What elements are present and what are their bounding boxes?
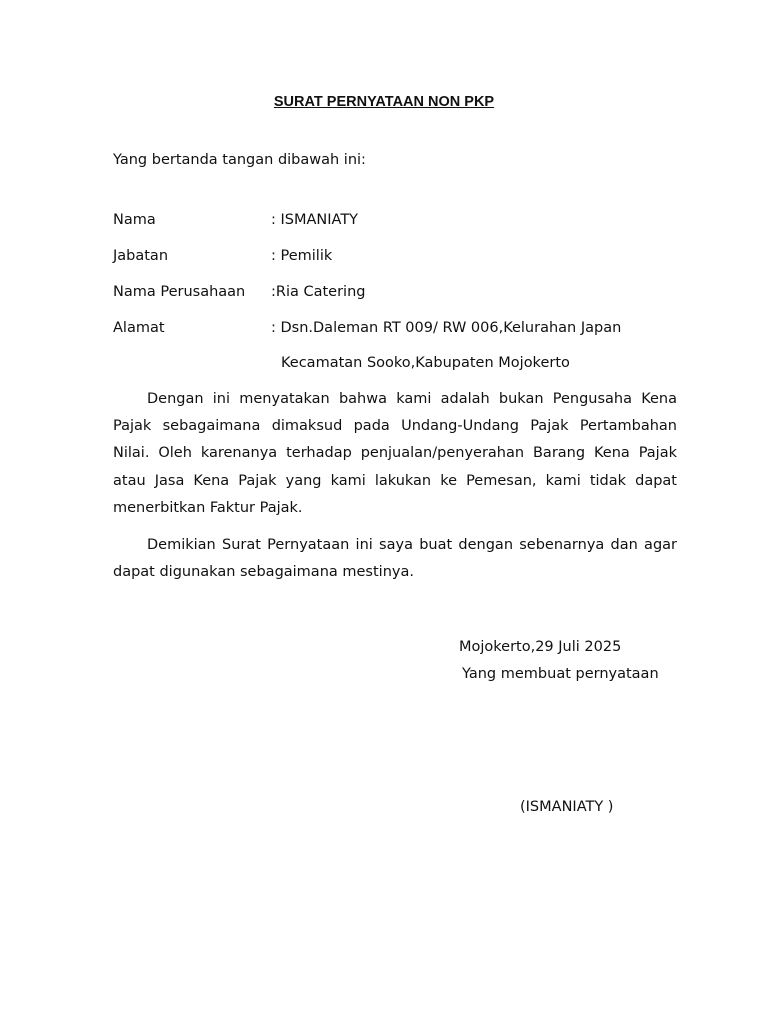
field-label-jabatan: Jabatan <box>113 248 169 264</box>
signer-caption: Yang membuat pernyataan <box>462 666 659 682</box>
field-value-nama-perusahaan: :Ria Catering <box>271 284 366 300</box>
closing-paragraph: Demikian Surat Pernyataan ini saya buat dengan sebenarnya dan agar dapat digunakan sebagaimana mestinya. <box>113 537 677 581</box>
field-label-nama-perusahaan: Nama Perusahaan <box>113 284 246 300</box>
statement-paragraph: Dengan ini menyatakan bahwa kami adalah bukan Pengusaha Kena Pajak sebagaimana dimaksud pada Undang-Undang Pajak Pertambahan Nilai. Oleh karenanya terhadap penjualan/penyerahan Barang Kena Pajak atau Jasa Kena Pajak yang kami lakukan ke Pemesan, kami tidak dapat menerbitkan Faktur Pajak. <box>113 391 677 516</box>
place-date: Mojokerto,29 Juli 2025 <box>459 639 622 655</box>
intro-text: Yang bertanda tangan dibawah ini: <box>113 152 366 168</box>
field-label-nama: Nama <box>113 212 156 228</box>
field-value-jabatan: : Pemilik <box>271 248 333 264</box>
field-label-alamat: Alamat <box>113 320 165 336</box>
document-title: SURAT PERNYATAAN NON PKP <box>273 94 495 110</box>
field-value-alamat-continuation: Kecamatan Sooko,Kabupaten Mojokerto <box>281 355 570 371</box>
field-value-nama: : ISMANIATY <box>271 212 359 228</box>
signer-name: (ISMANIATY ) <box>520 799 614 815</box>
field-value-alamat: : Dsn.Daleman RT 009/ RW 006,Kelurahan Japan <box>271 320 622 336</box>
